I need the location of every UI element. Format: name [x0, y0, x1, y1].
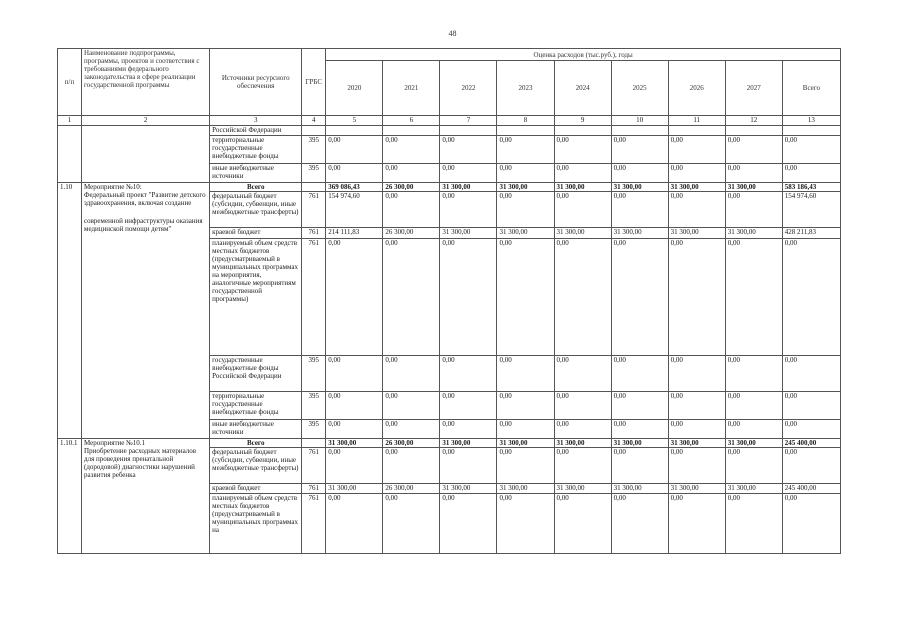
- column-number: 3: [210, 116, 302, 126]
- value-cell: 0,00: [497, 136, 554, 164]
- source-cell: государственные внебюджетные фонды Российской Федерации: [210, 356, 302, 392]
- page-number: 48: [448, 29, 457, 38]
- value-cell: 0,00: [611, 392, 668, 420]
- column-number: 11: [668, 116, 725, 126]
- value-cell: [668, 126, 725, 136]
- column-number: 1: [58, 116, 82, 126]
- value-cell: 0,00: [554, 239, 611, 356]
- value-cell: 0,00: [611, 356, 668, 392]
- value-cell: 0,00: [440, 448, 497, 484]
- source-cell: краевой бюджет: [210, 228, 302, 239]
- value-cell: 0,00: [383, 448, 440, 484]
- value-cell: 31 300,00: [668, 228, 725, 239]
- value-cell: 0,00: [440, 392, 497, 420]
- value-cell: 31 300,00: [497, 439, 554, 448]
- value-cell: 0,00: [668, 164, 725, 183]
- name-cell: [82, 126, 210, 183]
- value-cell: 0,00: [326, 136, 383, 164]
- grbs-cell: 761: [302, 484, 326, 494]
- value-cell: 0,00: [383, 494, 440, 554]
- value-cell: 0,00: [440, 192, 497, 228]
- source-cell: Всего: [210, 439, 302, 448]
- item-name-text: Федеральный проект "Развитие детского здравоохранения, включая создание: [84, 191, 206, 207]
- value-cell: 0,00: [725, 192, 782, 228]
- value-cell: 0,00: [440, 494, 497, 554]
- grbs-cell: 761: [302, 192, 326, 228]
- source-cell: Всего: [210, 183, 302, 192]
- value-cell: 583 186,43: [782, 183, 840, 192]
- value-cell: 31 300,00: [611, 228, 668, 239]
- value-cell: 0,00: [668, 192, 725, 228]
- grbs-cell: 395: [302, 356, 326, 392]
- value-cell: 0,00: [326, 164, 383, 183]
- value-cell: 0,00: [725, 392, 782, 420]
- value-cell: [383, 126, 440, 136]
- value-cell: 0,00: [782, 392, 840, 420]
- value-cell: 0,00: [554, 356, 611, 392]
- value-cell: 31 300,00: [611, 439, 668, 448]
- value-cell: 0,00: [326, 420, 383, 439]
- value-cell: 31 300,00: [440, 183, 497, 192]
- value-cell: 0,00: [782, 164, 840, 183]
- value-cell: 31 300,00: [440, 228, 497, 239]
- value-cell: 31 300,00: [326, 484, 383, 494]
- value-cell: 0,00: [383, 192, 440, 228]
- table-row: [58, 183, 841, 192]
- value-cell: 0,00: [440, 164, 497, 183]
- value-cell: 0,00: [668, 392, 725, 420]
- value-cell: 0,00: [383, 164, 440, 183]
- header-year: 2026: [668, 61, 725, 116]
- value-cell: 31 300,00: [497, 183, 554, 192]
- value-cell: 0,00: [611, 192, 668, 228]
- source-cell: планируемый объем средств местных бюджетов (предусматриваемый в муниципальных программах на мероприятия, аналогичные мероприятиям государственной программы): [210, 239, 302, 356]
- value-cell: 0,00: [668, 420, 725, 439]
- value-cell: 26 300,00: [383, 228, 440, 239]
- value-cell: 0,00: [725, 239, 782, 356]
- value-cell: 0,00: [383, 356, 440, 392]
- header-year: 2023: [497, 61, 554, 116]
- value-cell: 0,00: [554, 136, 611, 164]
- header-year: 2024: [554, 61, 611, 116]
- num-cell: [58, 126, 82, 183]
- value-cell: 31 300,00: [554, 484, 611, 494]
- value-cell: [611, 126, 668, 136]
- header-source: Источники ресурсного обеспечения: [210, 49, 302, 116]
- value-cell: 0,00: [554, 420, 611, 439]
- value-cell: 0,00: [326, 239, 383, 356]
- value-cell: 31 300,00: [554, 228, 611, 239]
- value-cell: [497, 126, 554, 136]
- item-number: 1.10.1: [58, 439, 82, 554]
- value-cell: 31 300,00: [497, 484, 554, 494]
- header-num: п/п: [58, 49, 82, 116]
- value-cell: 0,00: [725, 136, 782, 164]
- value-cell: 0,00: [383, 420, 440, 439]
- value-cell: [725, 126, 782, 136]
- value-cell: 0,00: [497, 392, 554, 420]
- header-year: 2021: [383, 61, 440, 116]
- value-cell: 0,00: [554, 392, 611, 420]
- value-cell: 0,00: [611, 239, 668, 356]
- value-cell: [782, 126, 840, 136]
- value-cell: 0,00: [497, 448, 554, 484]
- table-row: [58, 439, 841, 448]
- value-cell: 245 400,00: [782, 484, 840, 494]
- value-cell: 31 300,00: [725, 183, 782, 192]
- value-cell: 31 300,00: [668, 183, 725, 192]
- value-cell: 0,00: [611, 448, 668, 484]
- value-cell: 0,00: [611, 420, 668, 439]
- value-cell: 0,00: [440, 239, 497, 356]
- value-cell: 31 300,00: [497, 228, 554, 239]
- column-number: 9: [554, 116, 611, 126]
- value-cell: 369 086,43: [326, 183, 383, 192]
- value-cell: 214 111,83: [326, 228, 383, 239]
- column-number: 6: [383, 116, 440, 126]
- value-cell: 0,00: [383, 392, 440, 420]
- item-name-text: современной инфраструктуры оказания медицинской помощи детям": [84, 217, 203, 233]
- grbs-cell: 395: [302, 164, 326, 183]
- value-cell: 0,00: [326, 392, 383, 420]
- value-cell: 0,00: [782, 356, 840, 392]
- grbs-cell: 395: [302, 392, 326, 420]
- value-cell: 154 974,60: [326, 192, 383, 228]
- value-cell: 31 300,00: [611, 484, 668, 494]
- value-cell: 0,00: [725, 356, 782, 392]
- source-cell: планируемый объем средств местных бюджетов (предусматриваемый в муниципальных программах на: [210, 494, 302, 554]
- source-cell: федеральный бюджет (субсидии, субвенции, иные межбюджетные трансферты): [210, 448, 302, 484]
- column-number: 4: [302, 116, 326, 126]
- grbs-cell: 395: [302, 136, 326, 164]
- value-cell: 0,00: [497, 494, 554, 554]
- value-cell: 31 300,00: [668, 439, 725, 448]
- grbs-cell: 761: [302, 239, 326, 356]
- value-cell: [440, 126, 497, 136]
- value-cell: 154 974,60: [782, 192, 840, 228]
- grbs-cell: 761: [302, 228, 326, 239]
- value-cell: 0,00: [611, 494, 668, 554]
- column-number: 2: [82, 116, 210, 126]
- value-cell: 0,00: [383, 136, 440, 164]
- column-number: 5: [326, 116, 383, 126]
- item-name: [82, 439, 210, 554]
- value-cell: 31 300,00: [611, 183, 668, 192]
- column-number: 8: [497, 116, 554, 126]
- value-cell: 31 300,00: [326, 439, 383, 448]
- table-row: [58, 126, 841, 136]
- grbs-cell: 761: [302, 448, 326, 484]
- header-year: 2020: [326, 61, 383, 116]
- value-cell: [554, 126, 611, 136]
- grbs-cell: 395: [302, 420, 326, 439]
- value-cell: 0,00: [497, 239, 554, 356]
- value-cell: 26 300,00: [383, 484, 440, 494]
- value-cell: 31 300,00: [440, 484, 497, 494]
- item-number: 1.10: [58, 183, 82, 439]
- grbs-cell: [302, 183, 326, 192]
- source-cell: федеральный бюджет (субсидии, субвенции, иные межбюджетные трансферты): [210, 192, 302, 228]
- source-cell: территориальные государственные внебюджетные фонды: [210, 392, 302, 420]
- column-number: 13: [782, 116, 840, 126]
- value-cell: 0,00: [326, 494, 383, 554]
- value-cell: [326, 126, 383, 136]
- value-cell: 0,00: [326, 356, 383, 392]
- value-cell: 26 300,00: [383, 183, 440, 192]
- value-cell: 0,00: [554, 448, 611, 484]
- value-cell: 31 300,00: [725, 439, 782, 448]
- value-cell: 0,00: [554, 192, 611, 228]
- source-cell: территориальные государственные внебюджетные фонды: [210, 136, 302, 164]
- header-grbs: ГРБС: [302, 49, 326, 116]
- value-cell: 0,00: [782, 494, 840, 554]
- value-cell: 0,00: [725, 448, 782, 484]
- value-cell: 0,00: [668, 239, 725, 356]
- grbs-cell: 761: [302, 494, 326, 554]
- source-cell: Российской Федерации: [210, 126, 302, 136]
- value-cell: 0,00: [440, 420, 497, 439]
- grbs-cell: [302, 439, 326, 448]
- value-cell: 0,00: [497, 356, 554, 392]
- value-cell: 0,00: [383, 239, 440, 356]
- source-cell: иные внебюджетные источники: [210, 164, 302, 183]
- value-cell: 0,00: [611, 164, 668, 183]
- value-cell: 0,00: [782, 420, 840, 439]
- value-cell: 31 300,00: [440, 439, 497, 448]
- value-cell: 26 300,00: [383, 439, 440, 448]
- value-cell: 0,00: [326, 448, 383, 484]
- value-cell: 0,00: [782, 448, 840, 484]
- value-cell: 0,00: [611, 136, 668, 164]
- value-cell: 0,00: [782, 239, 840, 356]
- expenditure-table: [57, 48, 841, 554]
- header-name: Наименование подпрограммы, программы, проектов и соответствия с требованиями федерального законодательства в сфере реализации государственной программы: [82, 49, 210, 116]
- grbs-cell: [302, 126, 326, 136]
- column-number: 12: [725, 116, 782, 126]
- item-name: [82, 183, 210, 439]
- item-name-title: Мероприятие №10:: [84, 183, 142, 191]
- source-cell: иные внебюджетные источники: [210, 420, 302, 439]
- header-year: 2027: [725, 61, 782, 116]
- header-year: 2025: [611, 61, 668, 116]
- column-number: 10: [611, 116, 668, 126]
- value-cell: 31 300,00: [725, 484, 782, 494]
- item-name-text: Приобретение расходных материалов для проведения пренатальной (дородовой) диагностики нарушений развития ребенка: [84, 447, 197, 479]
- value-cell: 0,00: [440, 136, 497, 164]
- value-cell: 0,00: [668, 448, 725, 484]
- value-cell: 0,00: [440, 356, 497, 392]
- value-cell: 0,00: [497, 164, 554, 183]
- value-cell: 0,00: [725, 420, 782, 439]
- value-cell: 0,00: [554, 164, 611, 183]
- value-cell: 31 300,00: [668, 484, 725, 494]
- value-cell: 428 211,83: [782, 228, 840, 239]
- source-cell: краевой бюджет: [210, 484, 302, 494]
- value-cell: 0,00: [668, 136, 725, 164]
- value-cell: 0,00: [497, 420, 554, 439]
- value-cell: 0,00: [725, 164, 782, 183]
- value-cell: 31 300,00: [554, 183, 611, 192]
- value-cell: 0,00: [554, 494, 611, 554]
- value-cell: 0,00: [497, 192, 554, 228]
- column-number: 7: [440, 116, 497, 126]
- header-year: Всего: [782, 61, 840, 116]
- item-name-title: Мероприятие №10.1: [84, 439, 146, 447]
- value-cell: 0,00: [782, 136, 840, 164]
- value-cell: 31 300,00: [725, 228, 782, 239]
- value-cell: 245 400,00: [782, 439, 840, 448]
- value-cell: 31 300,00: [554, 439, 611, 448]
- value-cell: 0,00: [725, 494, 782, 554]
- header-estimate: Оценка расходов (тыс.руб.), годы: [326, 49, 841, 61]
- value-cell: 0,00: [668, 494, 725, 554]
- header-year: 2022: [440, 61, 497, 116]
- value-cell: 0,00: [668, 356, 725, 392]
